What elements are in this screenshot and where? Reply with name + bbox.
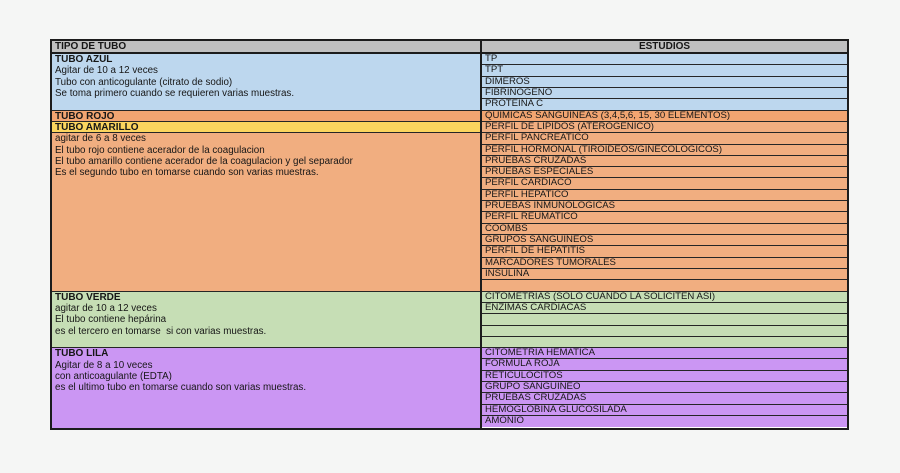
study-rows-container <box>482 54 847 427</box>
study-row: TPT <box>482 65 847 76</box>
study-row: FIBRINOGENO <box>482 88 847 99</box>
study-row: CITOMETRIAS (SOLO CUANDO LA SOLICITEN ASI) <box>482 292 847 303</box>
study-row: MARCADORES TUMORALES <box>482 258 847 269</box>
study-row: PRUEBAS INMUNOLOGICAS <box>482 201 847 212</box>
tube-type-header: TIPO DE TUBO <box>52 41 480 54</box>
tube-name-label: TUBO AMARILLO <box>55 121 139 133</box>
study-row <box>482 314 847 325</box>
tube-description-line: Agitar de 10 a 12 veces <box>55 65 158 77</box>
study-row: FORMULA ROJA <box>482 359 847 370</box>
study-row: QUIMICAS SANGUINEAS (3,4,5,6, 15, 30 ELEMENTOS) <box>482 111 847 122</box>
study-row <box>482 337 847 348</box>
tube-cells-container <box>52 54 480 428</box>
study-row: PERFIL DE HEPATITIS <box>482 246 847 257</box>
studies-column <box>482 41 847 428</box>
tube-name-label: TUBO ROJO <box>55 110 115 122</box>
study-row: GRUPO SANGUINEO <box>482 382 847 393</box>
study-row <box>482 280 847 291</box>
tube-name-label: TUBO LILA <box>55 348 109 360</box>
study-row: PERFIL PANCREATICO <box>482 133 847 144</box>
tube-cell-tubo-rojo <box>52 111 480 122</box>
tube-description-line: con anticoagulante (EDTA) <box>55 370 172 382</box>
tube-description-line: El tubo contiene hepárina <box>55 314 167 326</box>
tube-description-line: Se toma primero cuando se requieren varias muestras. <box>55 87 295 99</box>
study-row: PERFIL CARDIACO <box>482 178 847 189</box>
tube-studies-table <box>50 39 849 430</box>
tube-name-label: TUBO AZUL <box>55 54 113 65</box>
tube-description-line: es el ultimo tubo en tomarse cuando son varias muestras. <box>55 382 307 394</box>
study-row: PRUEBAS CRUZADAS <box>482 393 847 404</box>
tube-description-line: El tubo rojo contiene acerador de la coagulacion <box>55 144 265 156</box>
tube-description-line: agitar de 6 a 8 veces <box>55 133 146 145</box>
tube-description-line: El tubo amarillo contiene acerador de la coagulacion y gel separador <box>55 155 353 167</box>
study-row: INSULINA <box>482 269 847 280</box>
study-row: PERFIL HORMONAL (TIROIDEOS/GINECOLOGICOS) <box>482 145 847 156</box>
study-row: PRUEBAS ESPECIALES <box>482 167 847 178</box>
tube-cell-tubo-verde <box>52 292 480 349</box>
tube-description-line: agitar de 10 a 12 veces <box>55 303 157 314</box>
tube-description-line: Tubo con anticogulante (citrato de sodio) <box>55 76 233 88</box>
study-row: DIMEROS <box>482 77 847 88</box>
study-row: PERFIL DE LIPIDOS (ATEROGENICO) <box>482 122 847 133</box>
studies-header: ESTUDIOS <box>482 41 847 54</box>
tube-name-label: TUBO VERDE <box>55 291 121 303</box>
study-row: PRUEBAS CRUZADAS <box>482 156 847 167</box>
study-row: PERFIL HEPATICO <box>482 190 847 201</box>
tube-description-line: Agitar de 8 a 10 veces <box>55 359 153 371</box>
study-row: ENZIMAS CARDIACAS <box>482 303 847 314</box>
tube-cell-tubo-lila <box>52 348 480 427</box>
study-row: COOMBS <box>482 224 847 235</box>
study-row: PROTEINA C <box>482 99 847 110</box>
study-row: HEMOGLOBINA GLUCOSILADA <box>482 405 847 416</box>
study-row: RETICULOCITOS <box>482 371 847 382</box>
tube-cell-tubo-amarillo <box>52 122 480 133</box>
study-row: GRUPOS SANGUINEOS <box>482 235 847 246</box>
tube-cell-tubo-rojo-amarillo-detalle <box>52 133 480 291</box>
tube-description-line: es el tercero en tomarse si con varias muestras. <box>55 325 267 337</box>
tube-type-column <box>52 41 482 428</box>
study-row: AMONIO <box>482 416 847 427</box>
study-row: CITOMETRIA HEMATICA <box>482 348 847 359</box>
study-row <box>482 326 847 337</box>
tube-description-line: Es el segundo tubo en tomarse cuando son varias muestras. <box>55 167 319 179</box>
study-row: PERFIL REUMATICO <box>482 212 847 223</box>
study-row: TP <box>482 54 847 65</box>
tube-cell-tubo-azul <box>52 54 480 111</box>
